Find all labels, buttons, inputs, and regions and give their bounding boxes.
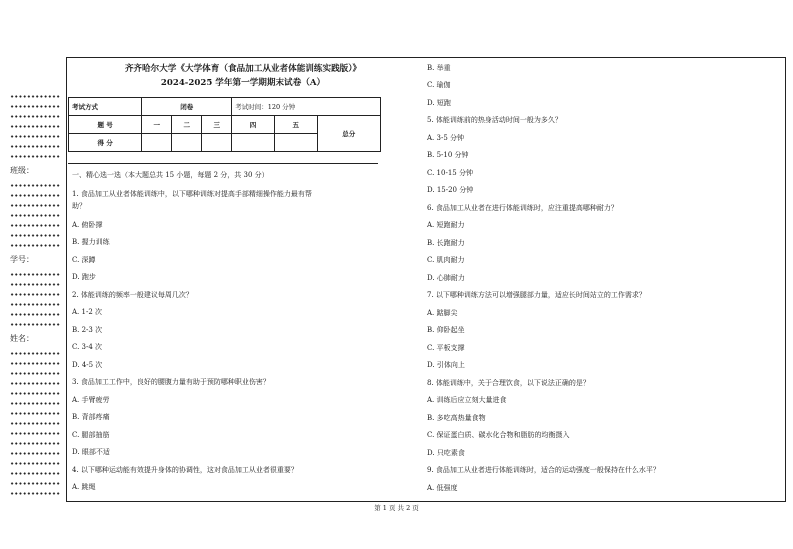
question-text: 3. 食品加工工作中，良好的腰腹力量有助于预防哪种职业伤害？ [72,378,270,386]
dotted-line [10,293,60,296]
dotted-line [10,392,60,395]
option-text: D. 15-20 分钟 [427,186,474,194]
option-text: A. 低强度 [427,484,458,492]
column-header: 五 [274,116,317,134]
option-text: D. 只吃素食 [427,449,465,457]
student-id-label: 学号： [10,255,34,264]
dotted-line [10,422,60,425]
option-text: D. 心肺耐力 [427,274,465,282]
question-text: 助？ [72,202,86,210]
question-text: 4. 以下哪种运动能有效提升身体的协调性，这对食品加工从业者很重要？ [72,466,298,474]
dotted-line [10,362,60,365]
score-cell [172,134,202,152]
dotted-line [10,482,60,485]
option-text: D. 引体向上 [427,361,465,369]
dotted-line [10,452,60,455]
question-text: 7. 以下哪种训练方法可以增强腿部力量，适应长时间站立的工作需求？ [427,291,646,299]
dotted-line [10,323,60,326]
column-header: 二 [172,116,202,134]
option-text: B. 背部疼痛 [72,413,110,421]
question-text: 1. 食品加工从业者体能训练中，以下哪种训练对提高手部精细操作能力最有帮 [72,190,312,198]
dotted-line [10,313,60,316]
class-label: 班级： [10,166,34,175]
dotted-line [10,462,60,465]
dotted-line [10,442,60,445]
dotted-line [10,95,60,98]
score-cell [232,134,275,152]
exam-title: 齐齐哈尔大学《大学体育（食品加工从业者体能训练实践版）》 [124,64,362,74]
dotted-line [10,184,60,187]
column-header: 四 [232,116,275,134]
option-text: B. 多吃高热量食物 [427,414,486,422]
option-text: B. 仰卧起坐 [427,326,465,334]
option-text: A. 俯卧撑 [72,221,103,229]
dotted-line [10,412,60,415]
dotted-line [10,224,60,227]
dotted-line [10,283,60,286]
option-text: D. 眼部不适 [72,448,110,456]
option-text: B. 2-3 次 [72,326,103,334]
dotted-line [10,432,60,435]
dotted-line [10,372,60,375]
option-text: A. 训练后应立刻大量进食 [427,396,507,404]
dotted-line [10,382,60,385]
binding-margin [10,95,60,502]
option-text: C. 深蹲 [72,256,96,264]
option-text: C. 10-15 分钟 [427,169,473,177]
option-text: B. 5-10 分钟 [427,151,469,159]
question-text: 8. 体能训练中，关于合理饮食，以下说法正确的是？ [427,379,590,387]
option-text: A. 手臂疲劳 [72,396,110,404]
option-text: C. 瑜伽 [427,81,451,89]
dotted-line [10,402,60,405]
score-cell [202,134,232,152]
section-divider [68,163,378,164]
dotted-line [10,204,60,207]
option-text: A. 短跑耐力 [427,221,465,229]
option-text: D. 短跑 [427,99,451,107]
option-text: A. 踮脚尖 [427,309,458,317]
exam-method-label: 考试方式 [69,98,142,116]
section-heading: 一、精心选一选（本大题总共 15 小题，每题 2 分，共 30 分） [72,171,269,179]
dotted-line [10,155,60,158]
dotted-line [10,194,60,197]
exam-subtitle: 2024-2025 学年第一学期期末试卷（A） [160,78,326,88]
dotted-line [10,214,60,217]
dotted-line [10,234,60,237]
exam-method-value: 闭卷 [142,98,232,116]
name-label: 姓名： [10,334,34,343]
option-text: B. 长跑耐力 [427,239,465,247]
option-text: D. 4-5 次 [72,361,103,369]
score-label: 得 分 [69,134,142,152]
dotted-line [10,105,60,108]
dotted-line [10,135,60,138]
option-text: C. 3-4 次 [72,343,103,351]
question-no-label: 题 号 [69,116,142,134]
question-text: 6. 食品加工从业者在进行体能训练时，应注重提高哪种耐力？ [427,204,618,212]
total-label: 总分 [317,116,380,152]
column-header: 三 [202,116,232,134]
question-text: 5. 体能训练前的热身活动时间一般为多久？ [427,116,562,124]
score-cell [142,134,172,152]
dotted-line [10,115,60,118]
option-text: D. 跑步 [72,273,96,281]
option-text: A. 3-5 分钟 [427,134,465,142]
option-text: A. 跳绳 [72,483,96,491]
option-text: B. 举重 [427,64,451,72]
score-table [68,97,381,152]
exam-time: 考试时间：120 分钟 [232,98,381,116]
dotted-line [10,492,60,495]
question-text: 2. 体能训练的频率一般建议每周几次？ [72,291,193,299]
option-text: B. 握力训练 [72,238,110,246]
option-text: C. 腿部抽筋 [72,431,110,439]
dotted-line [10,273,60,276]
column-header: 一 [142,116,172,134]
option-text: A. 1-2 次 [72,308,103,316]
dotted-line [10,244,60,247]
option-text: C. 平板支撑 [427,344,465,352]
option-text: C. 肌肉耐力 [427,256,465,264]
dotted-line [10,145,60,148]
option-text: C. 保证蛋白质、碳水化合物和脂肪的均衡摄入 [427,431,570,439]
question-text: 9. 食品加工从业者进行体能训练时，适合的运动强度一般保持在什么水平？ [427,466,660,474]
dotted-line [10,352,60,355]
page-number: 第 1 页 共 2 页 [374,504,419,512]
dotted-line [10,125,60,128]
dotted-line [10,472,60,475]
score-cell [274,134,317,152]
dotted-line [10,303,60,306]
